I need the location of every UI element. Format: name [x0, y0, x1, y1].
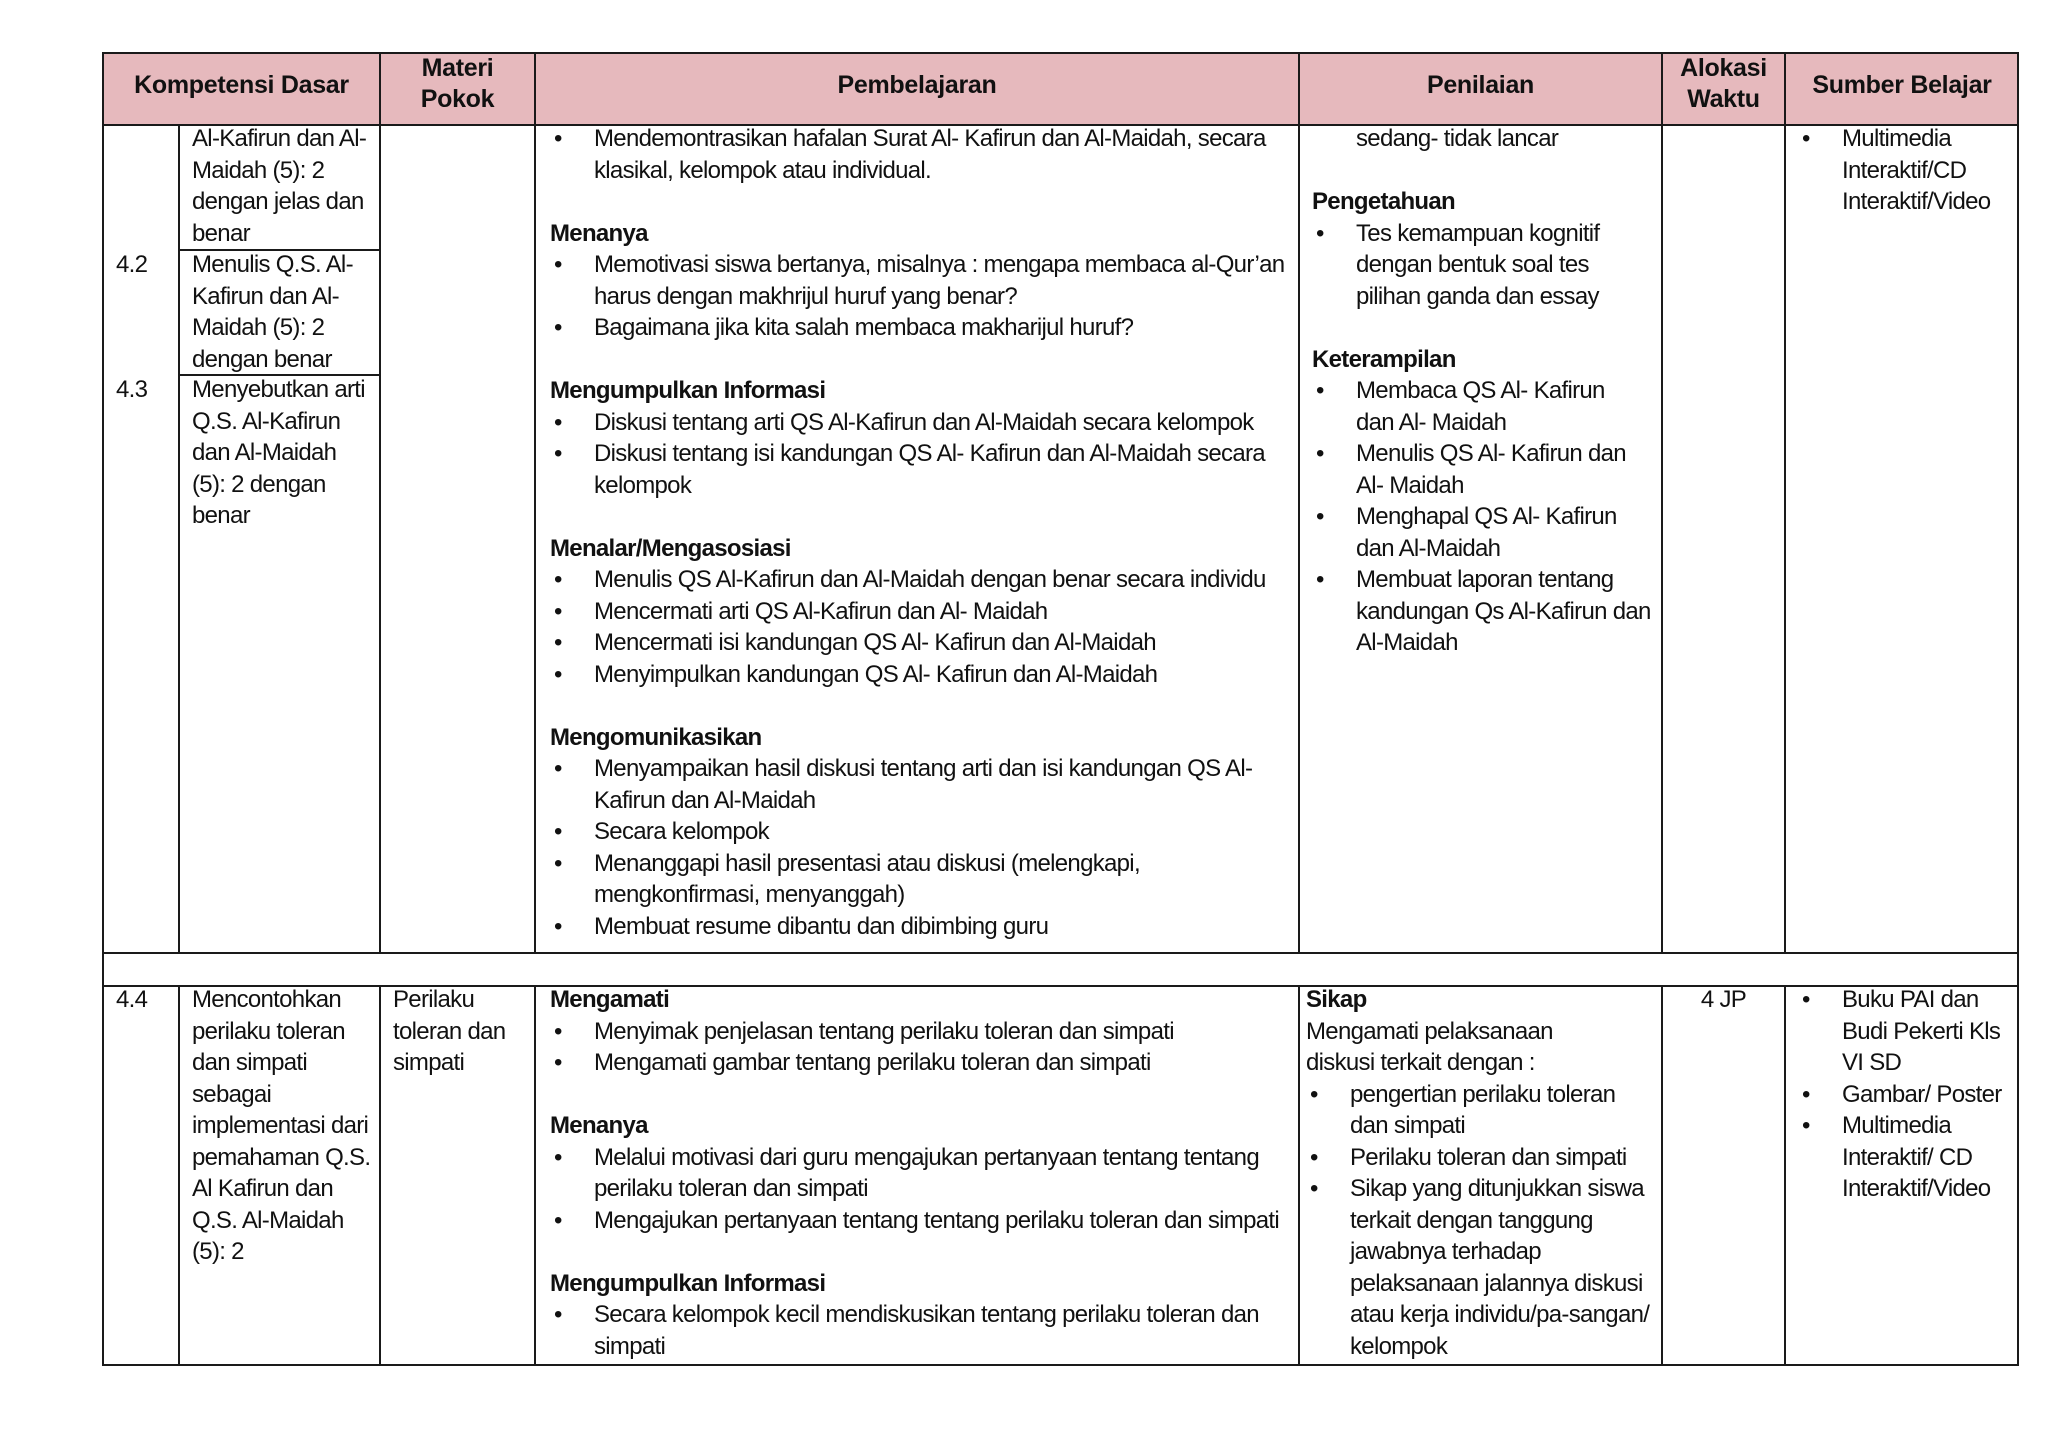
table-right-border — [2017, 52, 2019, 1366]
table-top-border — [103, 52, 2019, 54]
kd-continued-text: Al-Kafirun dan Al-Maidah (5): 2 dengan jelas dan benar — [192, 125, 367, 247]
keterampilan-item: • Membuat laporan tentang kandungan Qs Al-Kafirun dan Al-Maidah — [1312, 564, 1654, 659]
col-divider-num — [178, 124, 180, 954]
row2-pembelajaran — [550, 984, 1290, 1362]
keterampilan-heading: Keterampilan — [1312, 345, 1456, 373]
header-alokasi-waktu: Alokasi Waktu — [1680, 54, 1767, 113]
mengamati-item: • Menyimak penjelasan tentang perilaku toleran dan simpati — [550, 1016, 1290, 1048]
kd-43-number: 4.3 — [116, 376, 148, 403]
kd-42-number: 4.2 — [116, 251, 148, 278]
menalar-item: • Menulis QS Al-Kafirun dan Al-Maidah dengan benar secara individu — [550, 564, 1290, 596]
kd-44-number: 4.4 — [116, 986, 148, 1013]
sikap-intro: Mengamati pelaksanaan diskusi terkait dengan : — [1306, 1017, 1553, 1076]
sikap-item: • Sikap yang ditunjukkan siswa terkait dengan tanggung jawabnya terhadap pelaksanaan jalannya diskusi atau kerja individu/pa-sangan/ kelompok — [1306, 1173, 1654, 1362]
menalar-item: • Mencermati isi kandungan QS Al- Kafirun dan Al-Maidah — [550, 627, 1290, 659]
row2-penilaian — [1306, 984, 1654, 1362]
penilaian-continued: sedang- tidak lancar — [1356, 125, 1559, 152]
kd-44-text: Mencontohkan perilaku toleran dan simpati sebagai implementasi dari pemahaman Q.S. Al Kafirun dan Q.S. Al-Maidah (5): 2 — [192, 986, 371, 1265]
keterampilan-item: • Membaca QS Al- Kafirun dan Al- Maidah — [1312, 375, 1654, 438]
header-kompetensi-dasar: Kompetensi Dasar — [134, 71, 349, 99]
keterampilan-item: • Menulis QS Al- Kafirun dan Al- Maidah — [1312, 438, 1654, 501]
sikap-item: • Perilaku toleran dan simpati — [1306, 1142, 1654, 1174]
keterampilan-item: • Menghapal QS Al- Kafirun dan Al-Maidah — [1312, 501, 1654, 564]
mengumpulkan-item: • Diskusi tentang isi kandungan QS Al- Kafirun dan Al-Maidah secara kelompok — [550, 438, 1290, 501]
sumber-item: • Gambar/ Poster — [1798, 1079, 2012, 1111]
mengomunikasikan-item: • Menanggapi hasil presentasi atau diskusi (melengkapi, mengkonfirmasi, menyanggah) — [550, 848, 1290, 911]
row1-bottom-border — [103, 952, 2019, 954]
header-penilaian: Penilaian — [1426, 71, 1535, 99]
sumber-item: • Multimedia Interaktif/ CD Interaktif/Video — [1798, 1110, 2012, 1205]
col-divider-pembelajaran — [1298, 52, 1300, 954]
menanya-item: • Melalui motivasi dari guru mengajukan pertanyaan tentang tentang perilaku toleran dan simpati — [550, 1142, 1290, 1205]
sikap-item: • pengertian perilaku toleran dan simpati — [1306, 1079, 1654, 1142]
col-divider-kd-row2 — [379, 985, 381, 1366]
mengumpulkan-heading: Mengumpulkan Informasi — [550, 1269, 826, 1297]
menalar-item: • Mencermati arti QS Al-Kafirun dan Al- Maidah — [550, 596, 1290, 628]
mengumpulkan-item: • Secara kelompok kecil mendiskusikan tentang perilaku toleran dan simpati — [550, 1299, 1290, 1362]
mengamati-heading: Mengamati — [550, 986, 670, 1013]
table-left-border — [102, 52, 104, 1366]
col-divider-num-row2 — [178, 985, 180, 1366]
materi-pokok-text: Perilaku toleran dan simpati — [393, 986, 506, 1076]
menalar-item: • Menyimpulkan kandungan QS Al- Kafirun dan Al-Maidah — [550, 659, 1290, 691]
col-divider-pembelajaran-row2 — [1298, 985, 1300, 1366]
row2-sumber-belajar — [1798, 984, 2012, 1205]
menanya-item: • Bagaimana jika kita salah membaca makharijul huruf? — [550, 312, 1290, 344]
mengomunikasikan-heading: Mengomunikasikan — [550, 723, 762, 751]
mengumpulkan-heading: Mengumpulkan Informasi — [550, 377, 826, 404]
sumber-item: • Buku PAI dan Budi Pekerti Kls VI SD — [1798, 984, 2012, 1079]
col-divider-penilaian — [1661, 52, 1663, 954]
mengomunikasikan-item: • Secara kelompok — [550, 816, 1290, 848]
col-divider-materi-row2 — [534, 985, 536, 1366]
col-divider-materi — [534, 52, 536, 954]
sikap-heading: Sikap — [1306, 986, 1367, 1013]
mengumpulkan-item: • Diskusi tentang arti QS Al-Kafirun dan Al-Maidah secara kelompok — [550, 407, 1290, 439]
alokasi-waktu-value: 4 JP — [1700, 986, 1747, 1013]
col-divider-alokasi-row2 — [1784, 985, 1786, 1366]
header-pembelajaran: Pembelajaran — [837, 71, 997, 99]
kd-42-text: Menulis Q.S. Al-Kafirun dan Al-Maidah (5): 2 dengan benar — [192, 251, 353, 373]
mengamati-item: • Mengamati gambar tentang perilaku toleran dan simpati — [550, 1047, 1290, 1079]
row1-sumber-belajar — [1798, 123, 1991, 218]
sumber-item: • Multimedia Interaktif/CD Interaktif/Video — [1798, 123, 1968, 218]
header-materi-pokok: Materi Pokok — [420, 54, 495, 113]
intro-bullet: • Mendemontrasikan hafalan Surat Al- Kafirun dan Al-Maidah, secara klasikal, kelompok atau individual. — [550, 123, 1290, 186]
menanya-item: • Memotivasi siswa bertanya, misalnya : mengapa membaca al-Qur’an harus dengan makhrijul huruf yang benar? — [550, 249, 1290, 312]
header-sumber-belajar: Sumber Belajar — [1812, 71, 1992, 99]
menanya-heading: Menanya — [550, 1112, 648, 1139]
menanya-item: • Mengajukan pertanyaan tentang tentang perilaku toleran dan simpati — [550, 1205, 1290, 1237]
col-divider-penilaian-row2 — [1661, 985, 1663, 1366]
menalar-heading: Menalar/Mengasosiasi — [550, 534, 791, 562]
table-bottom-border — [103, 1364, 2019, 1366]
kd-43-text: Menyebutkan arti Q.S. Al-Kafirun dan Al-Maidah (5): 2 dengan benar — [192, 376, 365, 529]
row1-penilaian — [1312, 123, 1654, 659]
pengetahuan-item: • Tes kemampuan kognitif dengan bentuk soal tes pilihan ganda dan essay — [1312, 218, 1654, 313]
row1-pembelajaran — [550, 123, 1290, 942]
col-divider-alokasi — [1784, 52, 1786, 954]
mengomunikasikan-item: • Membuat resume dibantu dan dibimbing guru — [550, 911, 1290, 943]
menanya-heading: Menanya — [550, 219, 648, 247]
col-divider-kd — [379, 52, 381, 954]
mengomunikasikan-item: • Menyampaikan hasil diskusi tentang arti dan isi kandungan QS Al-Kafirun dan Al-Maidah — [550, 753, 1290, 816]
pengetahuan-heading: Pengetahuan — [1312, 188, 1455, 215]
